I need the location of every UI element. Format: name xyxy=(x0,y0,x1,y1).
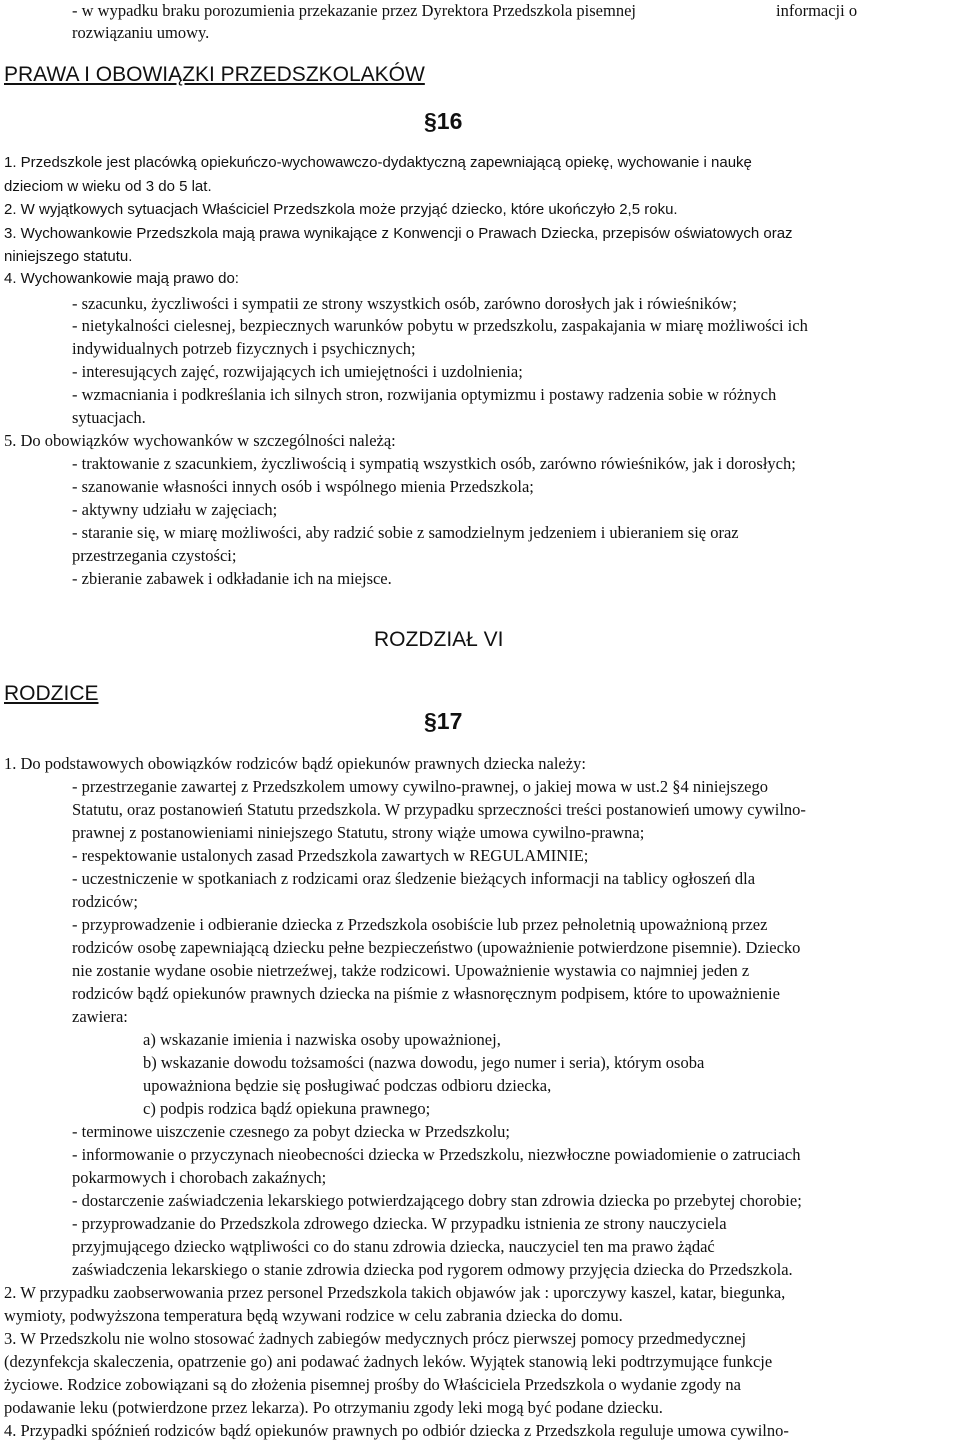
paragraph-16-number: §16 xyxy=(424,108,463,134)
p17-line: - respektowanie ustalonych zasad Przedszkola zawartych w REGULAMINIE; xyxy=(72,846,589,865)
p17-line: (dezynfekcja skaleczenia, opatrzenie go) ani podawać żadnych leków. Wyjątek stanowią leki podtrzymujące funkcje xyxy=(4,1352,773,1371)
p17-line: prawnej z postanowieniami niniejszego Statutu, strony wiąże umowa cywilno-prawna; xyxy=(72,823,645,842)
p17-line: rodziców; xyxy=(72,892,138,911)
p17-line: - terminowe uiszczenie czesnego za pobyt dziecka w Przedszkolu; xyxy=(72,1122,510,1141)
p17-line: a) wskazanie imienia i nazwiska osoby upoważnionej, xyxy=(143,1030,501,1049)
p17-line: upoważniona będzie się posługiwać podczas odbioru dziecka, xyxy=(143,1076,552,1095)
p16-line: niniejszego statutu. xyxy=(4,248,133,265)
p17-line: wymioty, podwyższona temperatura będą wzywani rodzice w celu zabrania dziecka do domu. xyxy=(4,1306,623,1325)
p16-line: - aktywny udziału w zajęciach; xyxy=(72,500,278,519)
p17-line: - uczestniczenie w spotkaniach z rodzicami oraz śledzenie bieżących informacji na tablicy ogłoszeń dla xyxy=(72,869,756,888)
p17-line: 2. W przypadku zaobserwowania przez personel Przedszkola takich objawów jak : uporczywy kaszel, katar, biegunka, xyxy=(4,1283,786,1302)
chapter-title: ROZDZIAŁ VI xyxy=(374,628,504,651)
top-line-2: rozwiązaniu umowy. xyxy=(72,23,210,42)
p17-line: Statutu, oraz postanowień Statutu przedszkola. W przypadku sprzeczności treści postanowień umowy cywilno- xyxy=(72,800,806,819)
p16-line: - staranie się, w miarę możliwości, aby radzić sobie z samodzielnym jedzeniem i ubieraniem się oraz xyxy=(72,523,739,542)
p17-line: 3. W Przedszkolu nie wolno stosować żadnych zabiegów medycznych prócz pierwszej pomocy przedmedycznej xyxy=(4,1329,747,1348)
p17-line: rodziców osobę zapewniającą dziecku pełne bezpieczeństwo (upoważnienie potwierdzone pisemnie). Dziecko xyxy=(72,938,801,957)
p16-line: 3. Wychowankowie Przedszkola mają prawa wynikające z Konwencji o Prawach Dziecka, przepisów oświatowych oraz xyxy=(4,225,793,242)
p16-line: - szacunku, życzliwości i sympatii ze strony wszystkich osób, zarówno dorosłych jak i rówieśników; xyxy=(72,294,737,313)
p17-line: c) podpis rodzica bądź opiekuna prawnego; xyxy=(143,1099,431,1118)
p16-line: - szanowanie własności innych osób i wspólnego mienia Przedszkola; xyxy=(72,477,534,496)
paragraph-17-number: §17 xyxy=(424,708,463,734)
p16-line: 2. W wyjątkowych sytuacjach Właściciel Przedszkola może przyjąć dziecko, które ukończyło 2,5 roku. xyxy=(4,201,678,218)
p16-line: - nietykalności cielesnej, bezpiecznych warunków pobytu w przedszkolu, zaspakajania w miarę możliwości ich xyxy=(72,316,808,335)
p16-line: - wzmacniania i podkreślania ich silnych stron, rozwijania optymizmu i postawy radzenia sobie w różnych xyxy=(72,385,777,404)
p16-line: sytuacjach. xyxy=(72,408,146,427)
p17-line: podawanie leku (potwierdzone przez lekarza). Po otrzymaniu zgody leki mogą być podane dziecku. xyxy=(4,1398,663,1417)
p17-line: b) wskazanie dowodu tożsamości (nazwa dowodu, jego numer i seria), którym osoba xyxy=(143,1053,705,1072)
p16-line: - interesujących zajęć, rozwijających ich umiejętności i uzdolnienia; xyxy=(72,362,523,381)
p16-line: 4. Wychowankowie mają prawo do: xyxy=(4,270,239,287)
p17-line: nie zostanie wydane osobie nietrzeźwej, także rodzicowi. Upoważnienie wystawia co najmniej jeden z xyxy=(72,961,750,980)
p17-line: - informowanie o przyczynach nieobecności dziecka w Przedszkolu, niezwłoczne powiadomienie o zatruciach xyxy=(72,1145,801,1164)
p17-line: życiowe. Rodzice zobowiązani są do złożenia pisemnej prośby do Właściciela Przedszkola o wydanie zgody na xyxy=(4,1375,741,1394)
p16-line: dzieciom w wieku od 3 do 5 lat. xyxy=(4,178,212,195)
p16-line: przestrzegania czystości; xyxy=(72,546,237,565)
top-line-1-right: informacji o xyxy=(776,1,858,20)
top-line-1: - w wypadku braku porozumienia przekazanie przez Dyrektora Przedszkola pisemnej xyxy=(72,1,636,20)
p16-line: 1. Przedszkole jest placówką opiekuńczo-wychowawczo-dydaktyczną zapewniającą opiekę, wychowanie i naukę xyxy=(4,154,752,171)
p16-line: - traktowanie z szacunkiem, życzliwością i sympatią wszystkich osób, zarówno rówieśników, jak i dorosłych; xyxy=(72,454,796,473)
p17-line: 1. Do podstawowych obowiązków rodziców bądź opiekunów prawnych dziecka należy: xyxy=(4,754,586,773)
p17-line: zawiera: xyxy=(72,1007,128,1026)
heading-rodzice: RODZICE xyxy=(4,682,99,705)
p17-line: - przyprowadzanie do Przedszkola zdrowego dziecka. W przypadku istnienia ze strony nauczyciela xyxy=(72,1214,727,1233)
p17-line: przyjmującego dziecko wątpliwości co do stanu zdrowia dziecka, nauczyciel ten ma prawo żądać xyxy=(72,1237,715,1256)
p16-line: indywidualnych potrzeb fizycznych i psychicznych; xyxy=(72,339,416,358)
p17-line: rodziców bądź opiekunów prawnych dziecka na piśmie z własnoręcznym podpisem, które to upoważnienie xyxy=(72,984,780,1003)
heading-prawa: PRAWA I OBOWIĄZKI PRZEDSZKOLAKÓW xyxy=(4,63,425,86)
p17-line: pokarmowych i chorobach zakaźnych; xyxy=(72,1168,327,1187)
p16-line: 5. Do obowiązków wychowanków w szczególności należą: xyxy=(4,431,396,450)
p17-line: - przestrzeganie zawartej z Przedszkolem umowy cywilno-prawnej, o jakiej mowa w ust.2 §4 niniejszego xyxy=(72,777,768,796)
p17-line: - dostarczenie zaświadczenia lekarskiego potwierdzającego dobry stan zdrowia dziecka po przebytej chorobie; xyxy=(72,1191,802,1210)
p17-line: 4. Przypadki spóźnień rodziców bądź opiekunów prawnych po odbiór dziecka z Przedszkola reguluje umowa cywilno- xyxy=(4,1421,789,1440)
p17-line: zaświadczenia lekarskiego o stanie zdrowia dziecka pod rygorem odmowy przyjęcia dziecka do Przedszkola. xyxy=(72,1260,793,1279)
p16-line: - zbieranie zabawek i odkładanie ich na miejsce. xyxy=(72,569,392,588)
p17-line: - przyprowadzenie i odbieranie dziecka z Przedszkola osobiście lub przez pełnoletnią upoważnioną przez xyxy=(72,915,768,934)
